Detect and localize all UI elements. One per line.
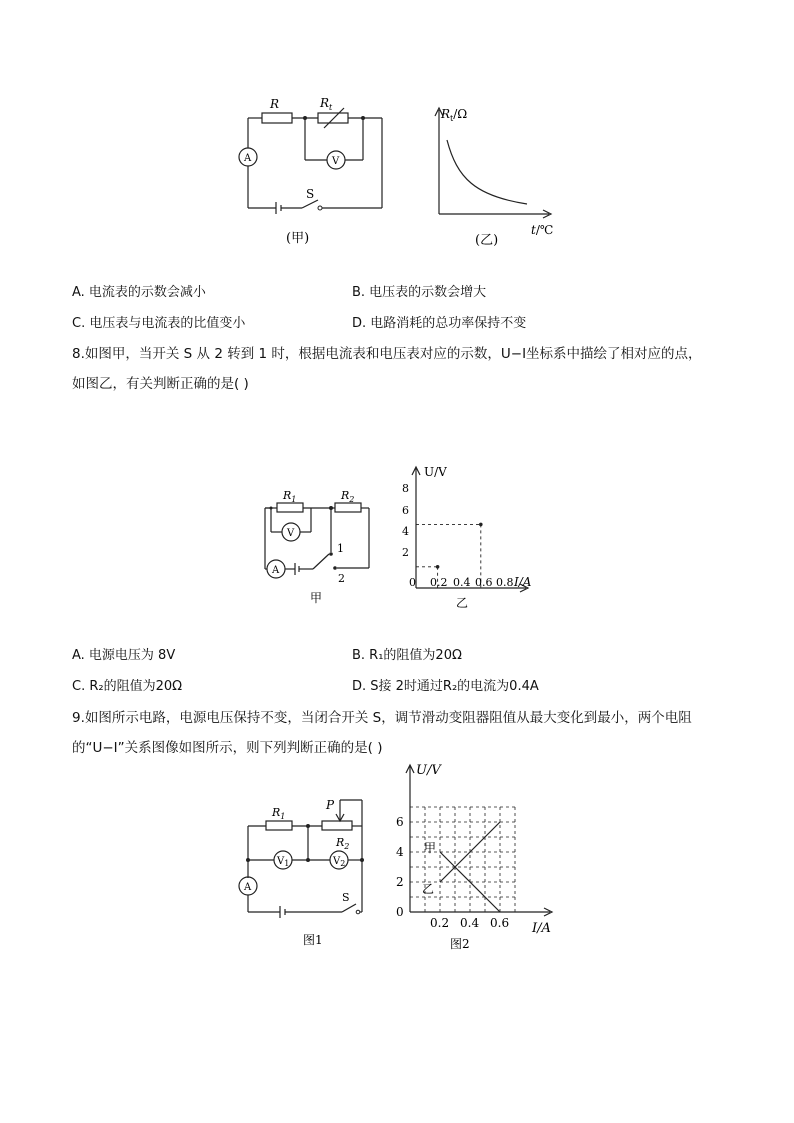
- q9-v2-label: $V_2$: [333, 856, 346, 868]
- q8-xtick-0: 0: [409, 576, 416, 589]
- q9-ammeter-label: A: [244, 882, 252, 893]
- q9-ytick-0: 0: [396, 905, 404, 919]
- q8-circuit-diagram: [255, 484, 385, 609]
- q8-voltmeter-label: V: [287, 528, 295, 539]
- q7-option-d[interactable]: D. 电路消耗的总功率保持不变: [352, 316, 527, 331]
- q8-option-a[interactable]: A. 电源电压为 8V: [72, 648, 176, 663]
- q9-ytick-4: 4: [396, 845, 404, 859]
- q9-ylabel: U/V: [416, 763, 441, 778]
- label-r: R: [270, 97, 280, 111]
- q7-option-c[interactable]: C. 电压表与电流表的比值变小: [72, 316, 246, 331]
- thermistor-rt: [318, 113, 348, 123]
- q9-circuit-diagram: [236, 792, 376, 952]
- q8-contact-1: 1: [337, 542, 344, 555]
- q9-switch-icon: [342, 904, 356, 912]
- q8-label-r1: $R_1$: [283, 489, 297, 504]
- caption-jia: (甲): [286, 231, 310, 246]
- q9-label-r2: $R_2$: [336, 836, 350, 851]
- q8-stem-line2: 如图乙，有关判断正确的是( ): [72, 376, 249, 392]
- switch-label: S: [306, 187, 315, 201]
- q9-stem-line2: 的“U−I”关系图像如图所示，则下列判断正确的是( ): [72, 740, 383, 756]
- q9-ytick-2: 2: [396, 875, 404, 889]
- q9-series-label-jia: 甲: [424, 841, 437, 855]
- resistor-r1: [277, 503, 303, 512]
- q8-ytick-8: 8: [402, 482, 409, 495]
- q8-option-d[interactable]: D. S接 2时通过R₂的电流为0.4A: [352, 679, 539, 694]
- resistor-r2: [335, 503, 361, 512]
- q7-option-b[interactable]: B. 电压表的示数会增大: [352, 285, 487, 300]
- q7-circuit-diagram: [230, 90, 400, 250]
- q8-ytick-6: 6: [402, 504, 409, 517]
- q8-option-b[interactable]: B. R₁的阻值为20Ω: [352, 648, 462, 663]
- q8-xlabel: I/A: [514, 575, 532, 589]
- voltmeter-label: V: [332, 156, 340, 167]
- q8-xtick-0.8: 0.8: [496, 576, 514, 589]
- q8-switch-icon: [313, 554, 329, 569]
- caption-yi: (乙): [475, 233, 499, 248]
- switch-icon: [302, 200, 318, 208]
- q9-rheostat-r2: [322, 821, 352, 830]
- q9-stem-line1: 9.如图所示电路，电源电压保持不变，当闭合开关 S，调节滑动变阻器阻值从最大变化到最小，两个电阻: [72, 710, 692, 726]
- rt-curve: [447, 140, 527, 204]
- q9-xtick-0.4: 0.4: [460, 916, 480, 930]
- q9-label-r1: $R_1$: [272, 806, 286, 821]
- q8-ammeter-label: A: [272, 565, 280, 576]
- q8-contact-2: 2: [338, 572, 345, 585]
- q8-ylabel: U/V: [424, 465, 447, 479]
- q8-ui-graph: [398, 462, 538, 612]
- q8-caption-yi: 乙: [456, 596, 469, 610]
- q9-caption-fig2: 图2: [450, 937, 470, 951]
- q8-ytick-2: 2: [402, 546, 409, 559]
- q8-data-point: [436, 565, 440, 569]
- q8-xtick-0.6: 0.6: [475, 576, 493, 589]
- q8-xtick-0.2: 0.2: [430, 576, 448, 589]
- q8-option-c[interactable]: C. R₂的阻值为20Ω: [72, 679, 183, 694]
- q9-resistor-r1: [266, 821, 292, 830]
- q9-xtick-0.2: 0.2: [430, 916, 450, 930]
- q9-v1-label: $V_1$: [277, 856, 290, 868]
- q9-series-label-yi: 乙: [422, 882, 435, 896]
- label-rt: $R_t$: [320, 96, 333, 112]
- q7-rt-graph: [425, 98, 565, 248]
- ammeter-label: A: [244, 153, 252, 164]
- q8-stem-line1: 8.如图甲，当开关 S 从 2 转到 1 时，根据电流表和电压表对应的示数，U−I坐标系中描绘了相对应的点，: [72, 346, 702, 362]
- q8-caption-jia: 甲: [310, 591, 323, 605]
- q8-data-point: [479, 523, 483, 527]
- graph-xlabel: t/℃: [531, 223, 554, 237]
- q9-caption-fig1: 图1: [303, 933, 323, 947]
- q9-switch-label: S: [342, 891, 350, 904]
- q8-label-r2: $R_2$: [341, 489, 355, 504]
- q8-xtick-0.4: 0.4: [453, 576, 471, 589]
- graph-ylabel: $R_t/\Omega$: [441, 107, 468, 123]
- q8-ytick-4: 4: [402, 525, 409, 538]
- q9-ytick-6: 6: [396, 815, 404, 829]
- q9-label-p: P: [326, 798, 335, 812]
- q9-xlabel: I/A: [532, 921, 551, 936]
- q7-option-a[interactable]: A. 电流表的示数会减小: [72, 285, 206, 300]
- q9-ui-graph: [392, 760, 562, 960]
- resistor-r: [262, 113, 292, 123]
- q9-xtick-0.6: 0.6: [490, 916, 510, 930]
